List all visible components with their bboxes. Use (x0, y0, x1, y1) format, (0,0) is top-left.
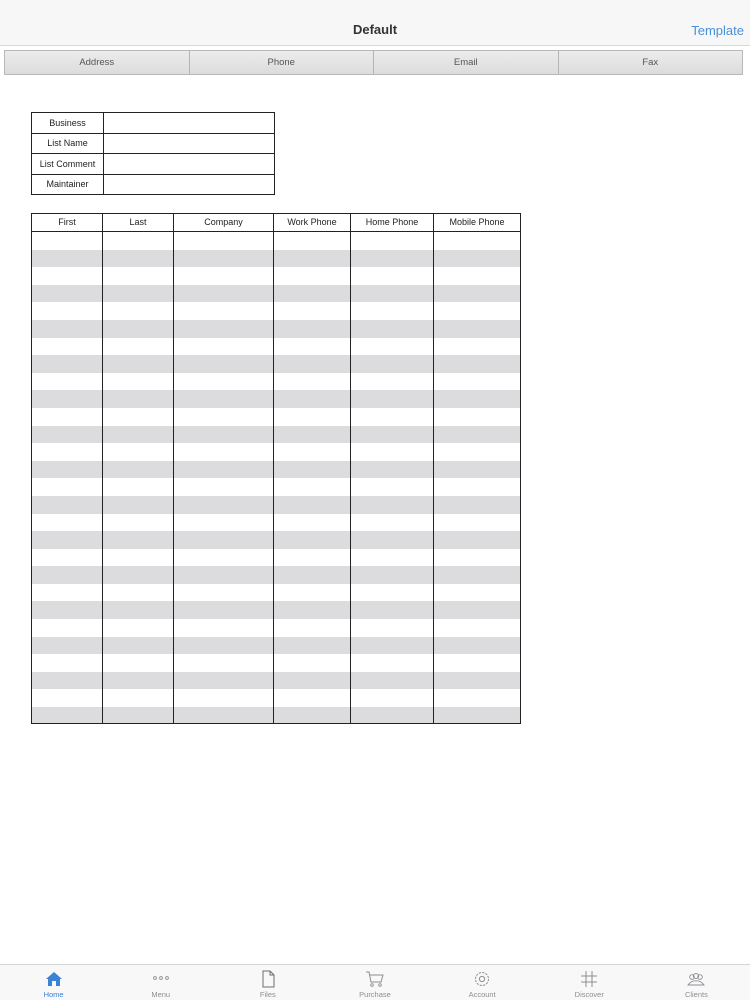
table-cell[interactable] (174, 478, 274, 496)
table-cell[interactable] (103, 619, 174, 637)
table-cell[interactable] (32, 601, 103, 619)
table-cell[interactable] (32, 373, 103, 391)
table-cell[interactable] (103, 707, 174, 724)
table-cell[interactable] (174, 707, 274, 724)
table-cell[interactable] (32, 461, 103, 479)
table-cell[interactable] (434, 514, 520, 532)
column-header-mobile-phone[interactable]: Mobile Phone (449, 217, 505, 227)
table-cell[interactable] (274, 285, 351, 303)
table-row (32, 689, 520, 707)
table-cell[interactable] (174, 584, 274, 602)
table-cell[interactable] (434, 584, 520, 602)
table-cell[interactable] (103, 232, 174, 250)
table-cell[interactable] (103, 426, 174, 444)
table-cell[interactable] (351, 637, 434, 655)
column-header-home-phone[interactable]: Home Phone (351, 214, 434, 231)
table-cell[interactable] (174, 285, 274, 303)
table-cell[interactable] (32, 408, 103, 426)
table-cell[interactable] (32, 355, 103, 373)
table-cell[interactable] (434, 443, 520, 461)
table-cell[interactable] (174, 566, 274, 584)
table-cell[interactable] (174, 355, 274, 373)
table-cell[interactable] (274, 478, 351, 496)
table-cell[interactable] (434, 338, 520, 356)
tabbar-label-menu: Menu (151, 990, 171, 999)
table-cell[interactable] (351, 390, 434, 408)
table-cell[interactable] (351, 443, 434, 461)
table-cell[interactable] (351, 285, 434, 303)
table-cell[interactable] (274, 250, 351, 268)
table-cell[interactable] (351, 707, 434, 724)
section-tabs (4, 50, 743, 75)
table-cell[interactable] (351, 338, 434, 356)
table-cell[interactable] (174, 373, 274, 391)
table-cell[interactable] (274, 637, 351, 655)
table-cell[interactable] (274, 584, 351, 602)
table-row (32, 619, 520, 637)
table-cell[interactable] (174, 549, 274, 567)
table-row (32, 496, 520, 514)
table-cell[interactable] (174, 250, 274, 268)
table-cell[interactable] (32, 531, 103, 549)
table-cell[interactable] (434, 654, 520, 672)
table-cell[interactable] (103, 672, 174, 690)
table-cell[interactable] (434, 531, 520, 549)
table-cell[interactable] (32, 689, 103, 707)
table-cell[interactable] (103, 654, 174, 672)
list-name-label: List Name (32, 133, 104, 154)
table-cell[interactable] (103, 373, 174, 391)
file-icon (258, 969, 278, 989)
table-row (32, 566, 520, 584)
navigation-bar (0, 0, 750, 46)
table-cell[interactable] (434, 496, 520, 514)
table-row (32, 584, 520, 602)
table-cell[interactable] (103, 285, 174, 303)
tab-address[interactable]: Address (5, 51, 190, 74)
table-cell[interactable] (274, 338, 351, 356)
table-cell[interactable] (32, 338, 103, 356)
home-icon (44, 969, 64, 989)
tabbar-label-purchase: Purchase (359, 990, 391, 999)
business-field[interactable] (104, 113, 275, 134)
table-cell[interactable] (434, 408, 520, 426)
table-cell[interactable] (434, 619, 520, 637)
table-cell[interactable] (274, 566, 351, 584)
hashtag-icon (579, 969, 599, 989)
table-cell[interactable] (103, 478, 174, 496)
table-row (32, 338, 520, 356)
table-cell[interactable] (103, 250, 174, 268)
table-cell[interactable] (351, 496, 434, 514)
table-cell[interactable] (351, 672, 434, 690)
table-cell[interactable] (351, 267, 434, 285)
column-header-last[interactable]: Last (103, 214, 174, 231)
table-cell[interactable] (434, 355, 520, 373)
table-cell[interactable] (351, 426, 434, 444)
table-cell[interactable] (274, 302, 351, 320)
tabbar-item-clients[interactable] (643, 965, 750, 1000)
table-cell[interactable] (351, 514, 434, 532)
table-cell[interactable] (174, 637, 274, 655)
table-cell[interactable] (32, 232, 103, 250)
table-cell[interactable] (274, 355, 351, 373)
tabbar-item-purchase[interactable] (321, 965, 428, 1000)
table-row (32, 601, 520, 619)
column-header-work-phone[interactable]: Work Phone (274, 214, 351, 231)
table-cell[interactable] (174, 232, 274, 250)
list-info-table (31, 112, 275, 195)
table-row (32, 672, 520, 690)
table-cell[interactable] (174, 390, 274, 408)
maintainer-field[interactable] (104, 174, 275, 195)
people-icon (686, 969, 706, 989)
template-button[interactable]: Template (691, 23, 744, 38)
table-cell[interactable] (103, 689, 174, 707)
table-cell[interactable] (174, 672, 274, 690)
table-cell[interactable] (274, 549, 351, 567)
table-cell[interactable] (274, 601, 351, 619)
table-cell[interactable] (103, 461, 174, 479)
table-cell[interactable] (434, 267, 520, 285)
table-cell[interactable] (103, 496, 174, 514)
table-cell[interactable] (351, 654, 434, 672)
table-cell[interactable] (174, 619, 274, 637)
tab-email[interactable]: Email (374, 51, 559, 74)
table-cell[interactable] (434, 549, 520, 567)
table-cell[interactable] (174, 689, 274, 707)
table-row (32, 461, 520, 479)
table-cell[interactable] (351, 302, 434, 320)
table-cell[interactable] (351, 566, 434, 584)
table-cell[interactable] (351, 408, 434, 426)
table-cell[interactable] (434, 637, 520, 655)
tabbar-item-home[interactable] (0, 965, 107, 1000)
table-cell[interactable] (32, 707, 103, 724)
table-cell[interactable] (32, 584, 103, 602)
table-cell[interactable] (103, 443, 174, 461)
table-cell[interactable] (274, 461, 351, 479)
table-row (32, 390, 520, 408)
table-cell[interactable] (351, 549, 434, 567)
table-cell[interactable] (351, 584, 434, 602)
table-cell[interactable] (103, 584, 174, 602)
table-cell[interactable] (434, 707, 520, 724)
tabbar-label-home: Home (43, 990, 64, 999)
table-cell[interactable] (174, 267, 274, 285)
table-cell[interactable] (32, 285, 103, 303)
page-title: Default (352, 22, 398, 37)
table-cell[interactable] (32, 566, 103, 584)
table-cell[interactable] (32, 390, 103, 408)
table-cell[interactable] (103, 267, 174, 285)
table-row (32, 285, 520, 303)
table-row (32, 232, 520, 250)
table-cell[interactable] (274, 619, 351, 637)
table-row (32, 443, 520, 461)
table-cell[interactable] (32, 302, 103, 320)
table-row (32, 531, 520, 549)
table-cell[interactable] (103, 514, 174, 532)
table-cell[interactable] (32, 549, 103, 567)
column-header-first[interactable]: First (32, 214, 103, 231)
table-cell[interactable] (32, 496, 103, 514)
table-cell[interactable] (103, 566, 174, 584)
table-row (32, 549, 520, 567)
table-row (32, 426, 520, 444)
table-cell[interactable] (174, 408, 274, 426)
table-cell[interactable] (32, 478, 103, 496)
table-cell[interactable] (351, 250, 434, 268)
table-cell[interactable] (103, 390, 174, 408)
table-cell[interactable] (274, 514, 351, 532)
table-cell[interactable] (274, 373, 351, 391)
table-cell[interactable] (174, 601, 274, 619)
grid-body (32, 232, 520, 723)
maintainer-label: Maintainer (32, 174, 104, 195)
table-cell[interactable] (103, 637, 174, 655)
table-cell[interactable] (274, 408, 351, 426)
tab-fax[interactable]: Fax (559, 51, 743, 74)
table-row (32, 408, 520, 426)
table-cell[interactable] (174, 531, 274, 549)
table-cell[interactable] (174, 338, 274, 356)
table-cell[interactable] (32, 250, 103, 268)
table-cell[interactable] (274, 267, 351, 285)
table-cell[interactable] (434, 601, 520, 619)
column-header-company[interactable]: Company (174, 214, 274, 231)
table-row (32, 373, 520, 391)
table-cell[interactable] (274, 531, 351, 549)
table-cell[interactable] (434, 250, 520, 268)
table-cell[interactable] (351, 232, 434, 250)
table-cell[interactable] (174, 514, 274, 532)
table-cell[interactable] (351, 355, 434, 373)
table-cell[interactable] (351, 619, 434, 637)
table-cell[interactable] (174, 320, 274, 338)
table-cell[interactable] (32, 514, 103, 532)
table-cell[interactable] (434, 672, 520, 690)
table-row (32, 514, 520, 532)
table-cell[interactable] (351, 689, 434, 707)
table-cell[interactable] (32, 672, 103, 690)
table-cell[interactable] (32, 426, 103, 444)
table-cell[interactable] (32, 320, 103, 338)
bottom-tab-bar (0, 964, 750, 1000)
table-cell[interactable] (174, 443, 274, 461)
tabbar-item-discover[interactable] (536, 965, 643, 1000)
table-row (32, 355, 520, 373)
table-cell[interactable] (274, 232, 351, 250)
table-cell[interactable] (103, 338, 174, 356)
table-cell[interactable] (174, 302, 274, 320)
cart-icon (365, 969, 385, 989)
table-row (32, 267, 520, 285)
table-cell[interactable] (351, 531, 434, 549)
table-row (32, 302, 520, 320)
table-cell[interactable] (274, 672, 351, 690)
table-cell[interactable] (274, 390, 351, 408)
table-cell[interactable] (103, 355, 174, 373)
tab-phone[interactable]: Phone (190, 51, 375, 74)
table-cell[interactable] (434, 232, 520, 250)
table-cell[interactable] (434, 373, 520, 391)
tabbar-label-account: Account (468, 990, 496, 999)
tabbar-label-clients: Clients (684, 990, 708, 999)
table-cell[interactable] (274, 496, 351, 514)
table-row (32, 654, 520, 672)
tabbar-item-files[interactable] (214, 965, 321, 1000)
table-cell[interactable] (274, 654, 351, 672)
table-cell[interactable] (434, 390, 520, 408)
table-cell[interactable] (32, 443, 103, 461)
table-cell[interactable] (274, 426, 351, 444)
table-cell[interactable] (434, 320, 520, 338)
table-cell[interactable] (103, 320, 174, 338)
grid-header (32, 214, 520, 232)
table-row (32, 707, 520, 724)
table-cell[interactable] (351, 478, 434, 496)
business-label: Business (32, 113, 104, 134)
table-cell[interactable] (32, 619, 103, 637)
table-cell[interactable] (174, 426, 274, 444)
table-cell[interactable] (434, 302, 520, 320)
table-cell[interactable] (434, 478, 520, 496)
table-cell[interactable] (32, 637, 103, 655)
list-name-field[interactable] (104, 133, 275, 154)
table-cell[interactable] (274, 320, 351, 338)
table-row (32, 478, 520, 496)
table-cell[interactable] (274, 707, 351, 724)
table-cell[interactable] (434, 461, 520, 479)
table-cell[interactable] (103, 531, 174, 549)
table-cell[interactable] (351, 320, 434, 338)
table-cell[interactable] (434, 689, 520, 707)
contacts-grid (31, 213, 521, 724)
table-cell[interactable] (103, 408, 174, 426)
table-cell[interactable] (351, 461, 434, 479)
table-cell[interactable] (103, 302, 174, 320)
table-cell[interactable] (274, 689, 351, 707)
table-cell[interactable] (434, 426, 520, 444)
tabbar-label-discover: Discover (574, 990, 604, 999)
table-cell[interactable] (32, 267, 103, 285)
table-cell[interactable] (351, 373, 434, 391)
gear-icon (472, 969, 492, 989)
table-cell[interactable] (103, 601, 174, 619)
list-comment-label: List Comment (32, 154, 104, 175)
table-cell[interactable] (174, 654, 274, 672)
list-comment-field[interactable] (104, 154, 275, 175)
table-cell[interactable] (103, 549, 174, 567)
table-cell[interactable] (32, 654, 103, 672)
table-cell[interactable] (174, 496, 274, 514)
table-row (32, 320, 520, 338)
tabbar-item-menu[interactable] (107, 965, 214, 1000)
table-cell[interactable] (351, 601, 434, 619)
table-cell[interactable] (434, 285, 520, 303)
table-cell[interactable] (434, 566, 520, 584)
table-row (32, 250, 520, 268)
table-row (32, 637, 520, 655)
table-cell[interactable] (174, 461, 274, 479)
table-cell[interactable] (274, 443, 351, 461)
tabbar-item-account[interactable] (429, 965, 536, 1000)
tabbar-label-files: Files (259, 990, 276, 999)
dots-icon (151, 969, 171, 989)
